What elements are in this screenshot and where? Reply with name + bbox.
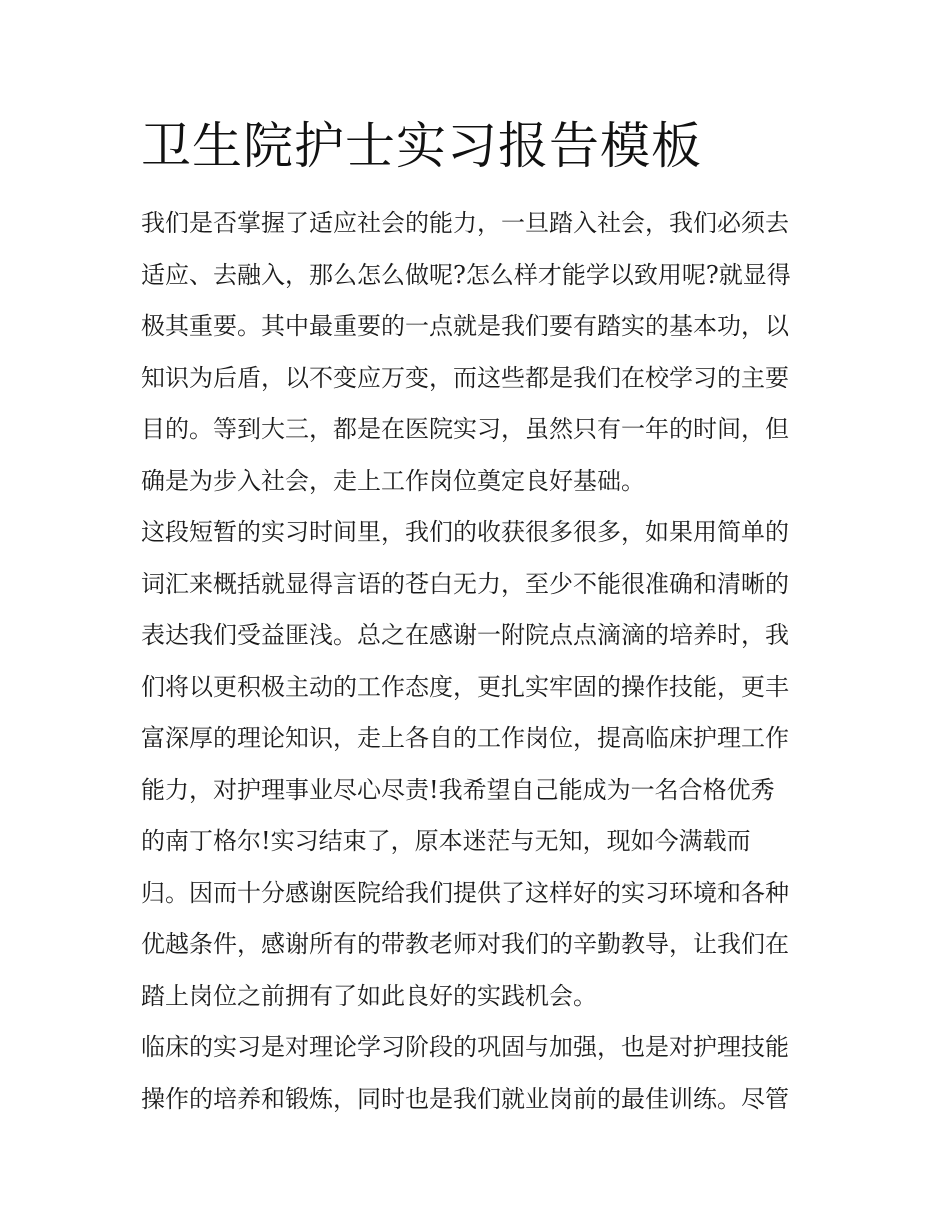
body-line: 确是为步入社会，走上工作岗位奠定良好基础。 (141, 466, 645, 495)
body-line: 这段短暂的实习时间里，我们的收获很多很多，如果用简单的 (141, 518, 789, 546)
body-line: 们将以更积极主动的工作态度，更扎实牢固的操作技能，更丰 (141, 672, 789, 701)
body-line: 表达我们受益匪浅。总之在感谢一附院点点滴滴的培养时，我 (141, 621, 789, 649)
body-line: 极其重要。其中最重要的一点就是我们要有踏实的基本功，以 (141, 312, 789, 340)
body-line: 踏上岗位之前拥有了如此良好的实践机会。 (141, 981, 597, 1010)
document-body (141, 198, 821, 1125)
body-line: 操作的培养和锻炼，同时也是我们就业岗前的最佳训练。尽管 (141, 1084, 789, 1113)
body-line: 能力，对护理事业尽心尽责!我希望自己能成为一名合格优秀 (141, 775, 775, 804)
body-line: 临床的实习是对理论学习阶段的巩固与加强，也是对护理技能 (141, 1033, 789, 1061)
body-line: 优越条件，感谢所有的带教老师对我们的辛勤教导，让我们在 (141, 930, 789, 958)
body-line: 我们是否掌握了适应社会的能力，一旦踏入社会，我们必须去 (141, 209, 789, 237)
body-line: 目的。等到大三，都是在医院实习，虽然只有一年的时间，但 (141, 415, 789, 443)
body-line: 词汇来概括就显得言语的苍白无力，至少不能很准确和清晰的 (141, 569, 789, 598)
body-line: 的南丁格尔!实习结束了，原本迷茫与无知，现如今满载而 (141, 827, 751, 855)
body-line: 归。因而十分感谢医院给我们提供了这样好的实习环境和各种 (141, 878, 789, 907)
body-line: 富深厚的理论知识，走上各自的工作岗位，提高临床护理工作 (141, 724, 789, 752)
body-line: 知识为后盾，以不变应万变，而这些都是我们在校学习的主要 (141, 363, 789, 392)
body-line: 适应、去融入，那么怎么做呢?怎么样才能学以致用呢?就显得 (141, 260, 791, 289)
document-title: 卫生院护士实习报告模板 (141, 117, 702, 175)
